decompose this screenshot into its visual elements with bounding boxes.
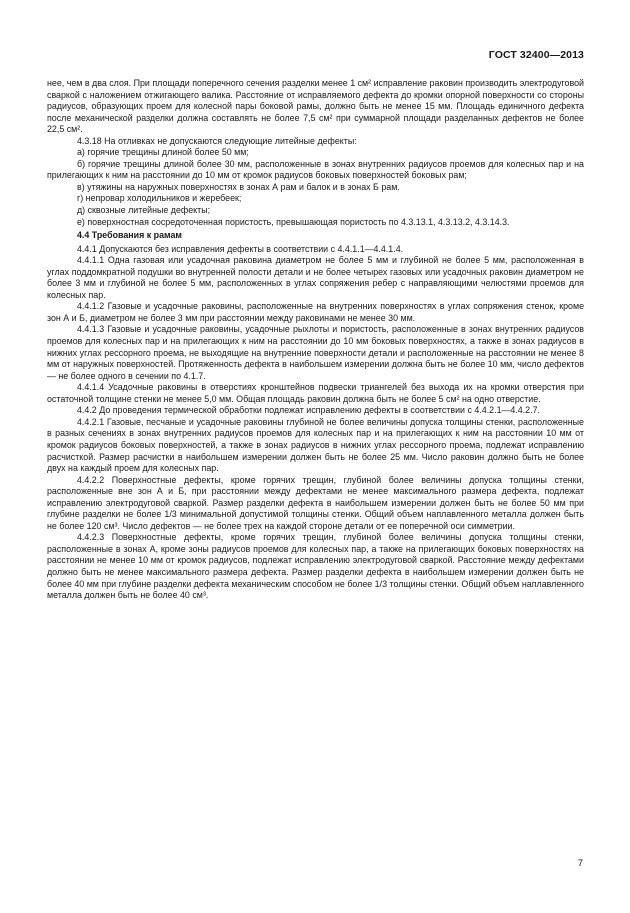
list-item-d: д) сквозные литейные дефекты; <box>77 205 211 216</box>
list-item-a: а) горячие трещины длиной более 50 мм; <box>77 147 249 158</box>
paragraph-4-4-1-4: 4.4.1.4 Усадочные раковины в отверстиях кронштейнов подвески триангелей без выхода их на кромки отверстия при остаточной толщине стенки не менее 5,0 мм. Общая площадь раковин должна быть не более 5 см² на одно отверстие. <box>47 382 584 404</box>
paragraph-4-4-2-3: 4.4.2.3 Поверхностные дефекты, кроме горячих трещин, глубиной более величины допуска толщины стенки, расположенные в зонах А, кроме зоны радиусов проемов для колесных пар, а также на прилегающих боковых поверхностях на расстоянии не менее 10 мм от кромок радиусов, подлежат исправлению электродуговой сваркой. Расстояние между дефектами должно быть не менее максимального размера дефекта. Размер разделки дефекта в наибольшем измерении должен быть не более 40 мм при глубине разделки дефекта механическим способом не более 1/3 толщины стенки. Общий объем наплавленного металла должен быть не более 40 см³. <box>47 532 584 601</box>
list-item-v: в) утяжины на наружных поверхностях в зонах А рам и балок и в зонах Б рам. <box>77 181 400 192</box>
paragraph-4-4-2-2: 4.4.2.2 Поверхностные дефекты, кроме горячих трещин, глубиной более величины допуска толщины стенки, расположенные вне зон А и Б, при расстоянии между дефектами не менее максимального размера дефекта, подлежат исправлению электродуговой сваркой. Размер разделки дефекта в наибольшем измерении должен быть не более 50 мм при глубине разделки не более 1/3 минимальной допустимой толщины стенки. Общий объем наплавленного металла должен быть не более 120 см³. Число дефектов — не более трех на каждой стороне детали от ее поперечной оси симметрии. <box>47 474 584 531</box>
list-item-g: г) непровар холодильников и жеребеек; <box>77 193 242 204</box>
paragraph-4-4-1-1: 4.4.1.1 Одна газовая или усадочная раковина диаметром не более 5 мм и глубиной не более 5 мм, расположенная в углах поддомкратной подушки во внутренней полости детали и не более четырех газовых или усадочных раковин диаметром не более 3 мм и глубиной не более 5 мм, расположенных в углах сопряжения ребер с направляющими челюстями проемов для колесных пар. <box>47 255 584 300</box>
list-item-e: е) поверхностная сосредоточенная пористость, превышающая пористость по 4.3.13.1, 4.3.13.2, 4.3.14.3. <box>77 216 510 227</box>
document-code-header: ГОСТ 32400—2013 <box>488 49 584 61</box>
paragraph-continuation: нее, чем в два слоя. При площади поперечного сечения разделки менее 1 см² исправление раковин производить электродуговой сваркой с наложением отжигающего валика. Расстояние от исправляемого дефекта до кромки опорной поверхности со стороны радиусов, образующих проем для колесной пары боковой рамы, должно быть не менее 15 мм. Площадь единичного дефекта после механической разделки должна составлять не более 7,5 см² при суммарной площади разделанных дефектов не более 22,5 см². <box>47 78 584 135</box>
paragraph-4-4-1-2: 4.4.1.2 Газовые и усадочные раковины, расположенные на внутренних поверхностях в углах сопряжения стенок, кроме зон А и Б, диаметром не более 3 мм при расстоянии между раковинами не менее 30 мм. <box>47 301 584 323</box>
page-number: 7 <box>577 858 583 869</box>
paragraph-4-4-2-1: 4.4.2.1 Газовые, песчаные и усадочные раковины глубиной не более величины допуска толщины стенки, расположенные в разных сечениях в зонах внутренних радиусов проемов для колесных пар и на прилегающих к ним на расстоянии 10 мм от кромок радиусов боковых поверхностей, а также в зонах радиусов в нижних углах рессорного проема, подлежат исправлению расчисткой. Размер расчистки в наибольшем измерении должен быть не более 25 мм. Число раковин должно быть не более двух на каждый проем для колесных пар. <box>47 416 584 474</box>
paragraph-4-4-2: 4.4.2 До проведения термической обработки подлежат исправлению дефекты в соответствии с 4.4.2.1—4.4.2.7. <box>77 405 540 416</box>
section-heading-4-4: 4.4 Требования к рамам <box>77 230 182 241</box>
list-item-b: б) горячие трещины длиной более 30 мм, расположенные в зонах внутренних радиусов проемов для колесных пар и на прилегающих к ним на расстоянии до 10 мм от кромок радиусов боковых поверхностей боковых рам; <box>47 158 584 181</box>
document-body <box>47 78 584 602</box>
paragraph-4-4-1-3: 4.4.1.3 Газовые и усадочные раковины, усадочные рыхлоты и пористость, расположенные в зонах внутренних радиусов проемов для колесных пар и на прилегающих к ним на расстоянии до 10 мм боковых поверхностях, а также в зонах радиусов в нижних углах рессорного проема, не выходящие на внутренние поверхности детали и расположенные на расстоянии не менее 8 мм от наружных поверхностей. Протяженность дефекта в наибольшем измерении должна быть не более 10 мм, число дефектов — не более одного в сечении по 4.1.7. <box>47 324 584 381</box>
paragraph-4-4-1: 4.4.1 Допускаются без исправления дефекты в соответствии с 4.4.1.1—4.4.1.4. <box>77 243 404 254</box>
paragraph-4-3-18: 4.3.18 На отливках не допускаются следующие литейные дефекты: <box>77 135 357 146</box>
